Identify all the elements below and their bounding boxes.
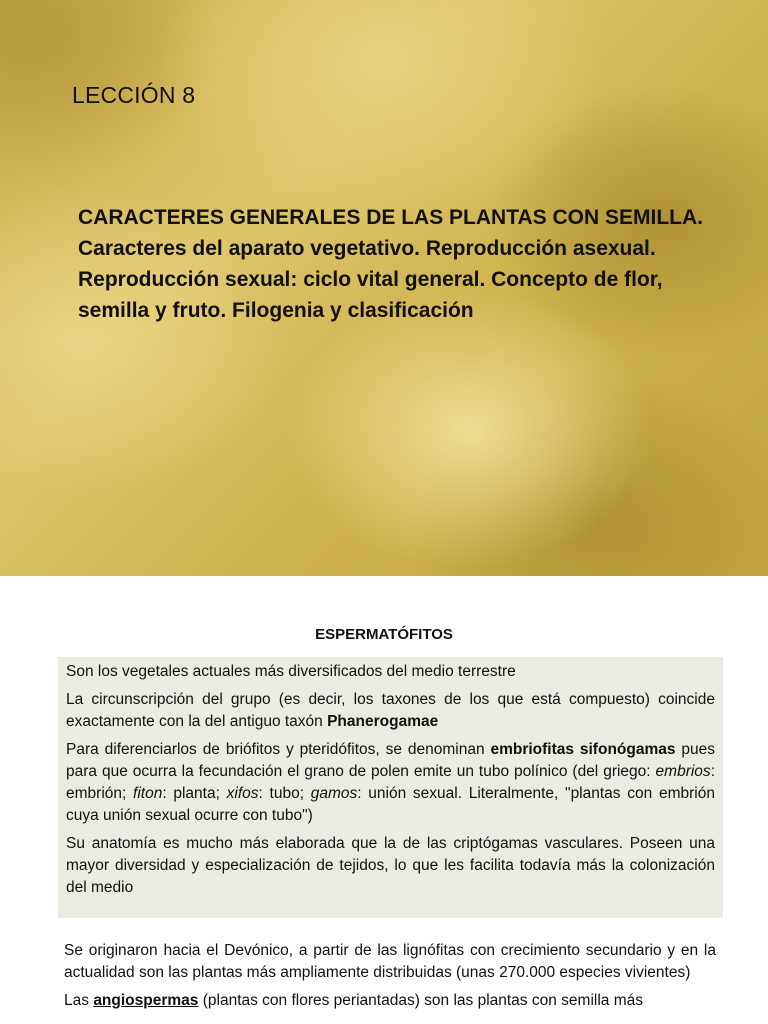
paragraph-3-text-a: Para diferenciarlos de briófitos y pteridófitos, se denominan [66,741,491,758]
term-fiton: fiton [133,785,163,802]
lesson-subtitle: CARACTERES GENERALES DE LAS PLANTAS CON SEMILLA. Caracteres del aparato vegetativo. Reproducción asexual. Reproducción sexual: ciclo vital general. Concepto de flor, semilla y fruto. Filogenia y clasificación [78,206,703,322]
paragraph-6 [64,990,716,1012]
angiospermas-term: angiospermas [93,992,199,1009]
term-xifos: xifos [226,785,259,802]
paragraph-3-text-f: : unión sexual. Literalmente, "plantas con embrión cuya unión sexual ocurre con tubo") [66,785,715,824]
paragraph-2 [66,689,715,733]
paragraph-3-text-e: : tubo; [258,785,311,802]
phanerogamae-term: Phanerogamae [327,713,439,730]
paragraph-3 [66,739,715,827]
paragraph-5-text: Se originaron hacia el Devónico, a partir de las lignófitas con crecimiento secundario y en la actualidad son las plantas más ampliamente distribuidas (unas 270.000 especies vivientes) [64,942,716,981]
paragraph-3-text-b: pues para que ocurra la fecundación el grano de polen emite un tubo polínico (del griego: [66,741,715,780]
embriofitas-term: embriofitas sifonógamas [490,741,676,758]
body-text [64,940,716,1018]
term-gamos: gamos [310,785,358,802]
lesson-number: LECCIÓN 8 [72,82,196,108]
paragraph-1-text: Son los vegetales actuales más diversificados del medio terrestre [66,663,516,680]
paragraph-4 [66,833,715,899]
paragraph-4-text: Su anatomía es mucho más elaborada que la de las criptógamas vasculares. Poseen una mayor diversidad y especialización de tejidos, lo que les facilita todavía más la colonización del medio [66,835,715,896]
paragraph-6-text-b: (plantas con flores periantadas) son las plantas con semilla más [198,992,643,1009]
paragraph-5 [64,940,716,984]
section-title: ESPERMATÓFITOS [315,626,453,643]
summary-box [58,657,723,918]
term-embrios: embrios [655,763,711,780]
paragraph-3-text-d: : planta; [162,785,227,802]
paragraph-6-text-a: Las [64,992,94,1009]
paragraph-1 [66,661,715,683]
paragraph-2-text: La circunscripción del grupo (es decir, los taxones de los que está compuesto) coincide exactamente con la del antiguo taxón [66,691,715,730]
paragraph-3-text-c: : embrión; [66,763,715,802]
